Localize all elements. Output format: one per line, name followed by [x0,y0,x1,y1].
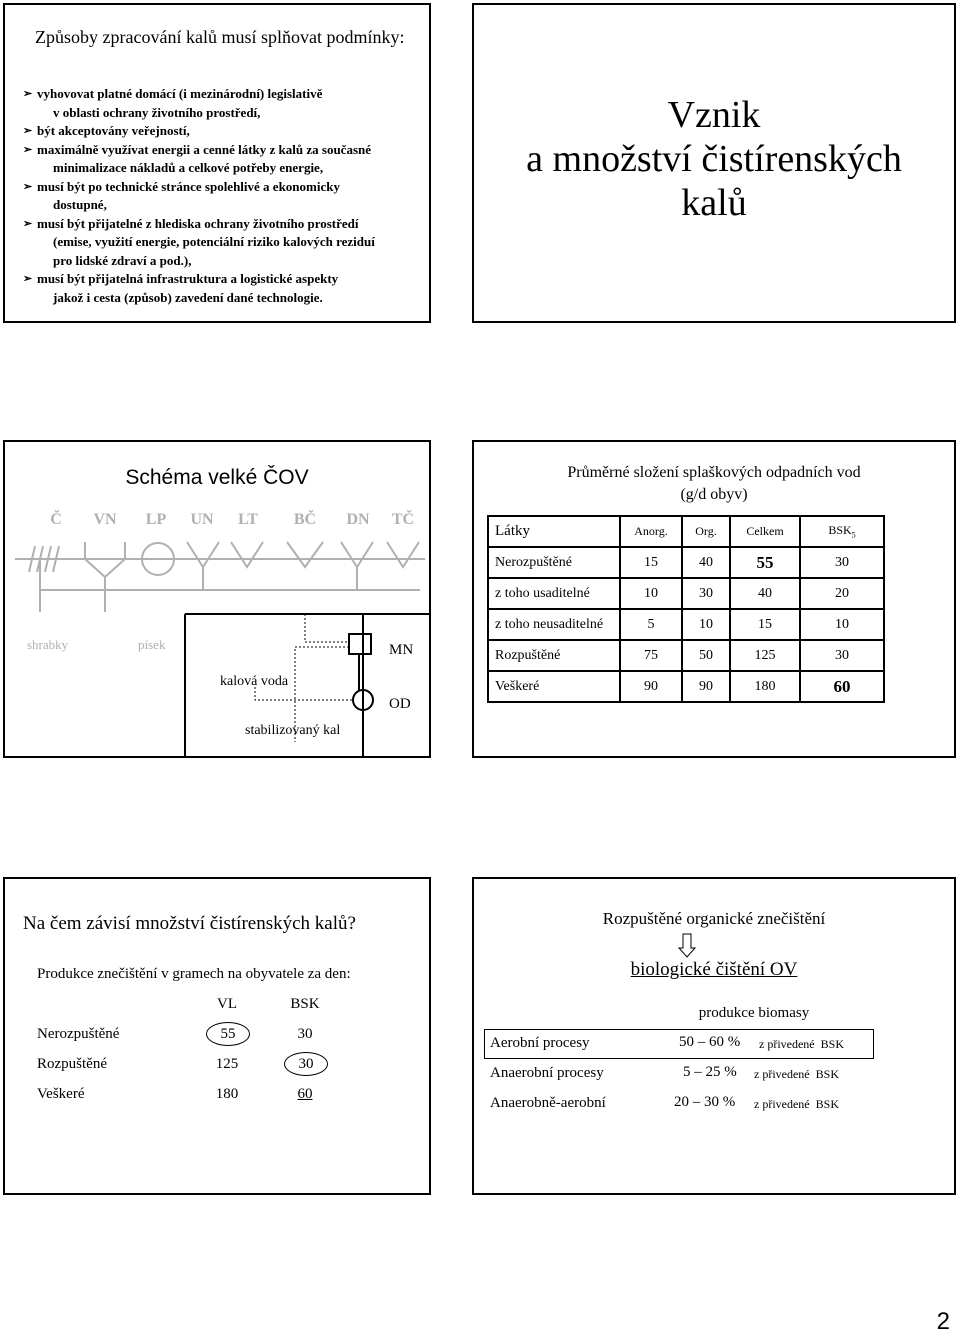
process-percent: 5 – 25 % [683,1064,737,1080]
row-label: Veškeré [488,671,620,702]
header-cell: $BSK_5$ [800,516,884,547]
list-item: ➢ být akceptovány veřejností, [23,122,428,141]
scheme-diagram [5,442,429,756]
slide-dissolved-pollution [472,877,956,1195]
table-cell: 40 [682,547,730,578]
slide6-title: Rozpuštěné organické znečištění [602,909,826,928]
process-label: Anaerobně-aerobní [490,1095,606,1111]
col-header-vl: VL [217,996,237,1012]
row-label: Nerozpuštěné [488,547,620,578]
table-cell: 90 [682,671,730,702]
list-item: ➢ musí být přijatelné z hlediska ochrany životního prostředí [23,215,428,234]
table-cell-highlight: 55 [730,547,800,578]
header-cell: Celkem [730,516,800,547]
list-item-continuation: v oblasti ochrany životního prostředí, [53,104,261,120]
stage-label: LP [145,511,167,528]
stage-label: Č [50,511,62,528]
slide1-title-text: Způsoby zpracování kalů musí splňovat podmínky [35,27,400,47]
table-cell: 30 [682,578,730,609]
row-label: z toho usaditelné [488,578,620,609]
table-cell: 125 [730,640,800,671]
table-cell: 75 [620,640,682,671]
slide-wastewater-composition [472,440,956,758]
table-cell: 40 [730,578,800,609]
value-circled: 30 [284,1052,328,1076]
table-cell: 10 [800,609,884,640]
header-cell: Anorg. [620,516,682,547]
biomass-heading: produkce biomasy [698,1005,810,1021]
stage-label: DN [346,511,370,528]
table-header-row [488,516,884,547]
list-item-continuation: (emise, využití energie, potenciální riziko kalových reziduí [53,234,375,249]
value-underlined: 60 [297,1086,313,1102]
label-mn: MN [389,642,414,658]
slide1-title-suffix: : [399,27,405,47]
stage-label: TČ [391,511,415,528]
table-cell: 10 [620,578,682,609]
stage-label: BČ [293,511,317,528]
value-circled: 55 [206,1022,250,1046]
slide2-title-line: Vznik [667,94,761,136]
process-label: Anaerobní procesy [490,1065,604,1081]
table-cell: 180 [730,671,800,702]
table-title [474,462,954,506]
table-row [488,547,884,578]
slide2-title [474,93,954,225]
row-label: Veškeré [37,1086,85,1102]
table-cell: 30 [800,640,884,671]
row-label: Rozpuštěné [488,640,620,671]
table-title-line: Průměrné složení splaškových odpadních vod [567,464,861,481]
table-cell: 90 [620,671,682,702]
slide5-subtitle: Produkce znečištění v gramech na obyvatele za den: [37,966,351,982]
process-label: Aerobní procesy [490,1035,590,1051]
slide-wwtp-scheme [3,440,431,758]
stage-label: LT [238,511,258,528]
slide-legislation-requirements [3,3,431,323]
slide1-title [35,25,425,50]
row-label: Rozpuštěné [37,1056,107,1072]
value: 180 [215,1086,239,1102]
table-cell-highlight: 60 [800,671,884,702]
list-item-continuation: jakož i cesta (způsob) zavedení dané technologie. [53,289,323,305]
process-note: z přivedené BSK [759,1037,844,1051]
table-cell: 5 [620,609,682,640]
row-label: z toho neusaditelné [488,609,620,640]
col-header-bsk: BSK [290,996,320,1012]
list-item-continuation: pro lidské zdraví a pod.), [53,252,192,268]
requirements-list [23,85,428,307]
label-sludge-water: kalová voda [220,674,289,689]
table-cell: 30 [800,547,884,578]
slide-sludge-quantity-factors [3,877,431,1195]
table-title-line: (g/d obyv) [680,486,748,503]
list-item-continuation: dostupné, [53,197,107,212]
table-cell: 15 [730,609,800,640]
table-cell: 20 [800,578,884,609]
list-item: ➢ musí být po technické stránce spolehlivé a ekonomicky [23,178,428,197]
list-item: ➢ vyhovovat platné domácí (i mezinárodní) legislativě [23,85,428,104]
slide2-title-line: kalů [681,182,747,224]
list-item-continuation: minimalizace nákladů a celkové potřeby energie, [53,160,324,175]
table-cell: 15 [620,547,682,578]
table-cell: 10 [682,609,730,640]
list-item: ➢ maximálně využívat energii a cenné látky z kalů za současné [23,141,428,160]
process-note: z přivedené BSK [754,1067,839,1081]
slide2-title-line: a množství čistírenských [526,138,902,180]
value: 30 [297,1026,313,1042]
header-cell: Látky [488,516,620,547]
table-row [488,671,884,702]
process-percent: 20 – 30 % [674,1094,736,1110]
process-note: z přivedené BSK [754,1097,839,1111]
row-label: Nerozpuštěné [37,1026,120,1042]
stage-label: UN [190,511,214,528]
label-od: OD [389,696,411,712]
header-cell: Org. [682,516,730,547]
table-cell: 50 [682,640,730,671]
list-item: ➢ musí být přijatelná infrastruktura a logistické aspekty [23,270,428,289]
slide6-subtitle: biologické čištění OV [630,959,798,980]
arrow-down-icon [677,933,697,959]
stage-label: VN [93,511,117,528]
label-grit: písek [138,637,166,652]
process-percent: 50 – 60 % [679,1034,741,1050]
scheme-title: Schéma velké ČOV [125,466,309,489]
slide-sludge-origin [472,3,956,323]
table-row [488,609,884,640]
value: 125 [215,1056,239,1072]
page-number: 2 [936,1308,950,1335]
slide5-title: Na čem závisí množství čistírenských kalů? [23,913,356,934]
label-stabilized-sludge: stabilizovaný kal [245,723,341,738]
composition-table [487,515,885,703]
table-row [488,640,884,671]
table-row [488,578,884,609]
label-screenings: shrabky [27,637,69,652]
